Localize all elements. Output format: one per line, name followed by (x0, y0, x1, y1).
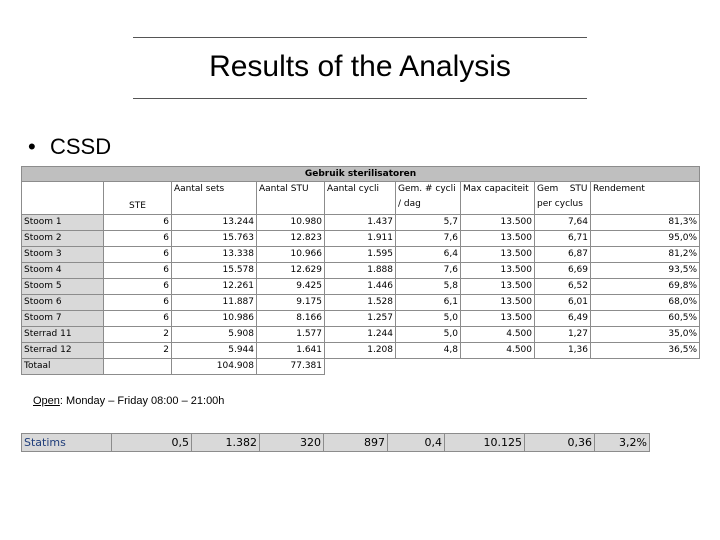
cell-ste: 2 (104, 343, 172, 359)
cell-aantal-stu: 12.823 (257, 231, 325, 247)
statims-value: 10.125 (445, 434, 525, 452)
cell-gem-stu: 6,71 (535, 231, 591, 247)
cell-gem-stu: 1,36 (535, 343, 591, 359)
total-aantal-stu: 77.381 (257, 359, 325, 375)
cell-max-capaciteit: 13.500 (461, 247, 535, 263)
cell-gem-cycli: 5,8 (396, 279, 461, 295)
cell-gem-stu: 6,49 (535, 311, 591, 327)
statims-value: 0,5 (112, 434, 192, 452)
cell-aantal-sets: 5.944 (172, 343, 257, 359)
cell-max-capaciteit: 4.500 (461, 343, 535, 359)
cell-gem-stu: 6,01 (535, 295, 591, 311)
cell-aantal-stu: 1.577 (257, 327, 325, 343)
header-aantal-cycli: Aantal cycli (325, 182, 396, 215)
table-row (22, 231, 700, 247)
row-label: Sterrad 11 (22, 327, 104, 343)
total-blank (104, 359, 172, 375)
cell-max-capaciteit: 13.500 (461, 311, 535, 327)
cell-ste: 6 (104, 263, 172, 279)
statims-value: 1.382 (192, 434, 260, 452)
row-label: Stoom 4 (22, 263, 104, 279)
cell-aantal-sets: 11.887 (172, 295, 257, 311)
header-gem-cycli-line2: / dag (398, 199, 421, 209)
cell-aantal-cycli: 1.888 (325, 263, 396, 279)
cell-gem-cycli: 6,4 (396, 247, 461, 263)
cell-aantal-cycli: 1.595 (325, 247, 396, 263)
row-label: Stoom 1 (22, 215, 104, 231)
bullet-dot: • (28, 134, 36, 159)
header-gem-stu (535, 182, 591, 215)
opening-text: : Monday – Friday 08:00 – 21:00h (59, 395, 225, 407)
statims-value: 3,2% (595, 434, 650, 452)
cell-ste: 6 (104, 295, 172, 311)
statims-value: 897 (324, 434, 388, 452)
cell-aantal-sets: 13.338 (172, 247, 257, 263)
cell-gem-stu: 6,52 (535, 279, 591, 295)
cell-aantal-stu: 1.641 (257, 343, 325, 359)
row-label: Sterrad 12 (22, 343, 104, 359)
cell-aantal-stu: 10.966 (257, 247, 325, 263)
bullet-text: CSSD (50, 134, 112, 159)
cell-max-capaciteit: 4.500 (461, 327, 535, 343)
statims-value: 320 (260, 434, 324, 452)
page-title: Results of the Analysis (209, 50, 511, 83)
cell-rendement: 36,5% (591, 343, 700, 359)
table-row (22, 215, 700, 231)
cell-gem-cycli: 5,7 (396, 215, 461, 231)
cell-aantal-sets: 10.986 (172, 311, 257, 327)
cell-aantal-cycli: 1.528 (325, 295, 396, 311)
bullet-item (28, 134, 111, 160)
statims-value: 0,36 (525, 434, 595, 452)
cell-ste: 6 (104, 279, 172, 295)
table-row (22, 279, 700, 295)
row-label: Stoom 3 (22, 247, 104, 263)
cell-ste: 6 (104, 311, 172, 327)
sterilizer-usage-table (21, 166, 700, 375)
cell-rendement: 93,5% (591, 263, 700, 279)
cell-gem-cycli: 6,1 (396, 295, 461, 311)
cell-aantal-sets: 13.244 (172, 215, 257, 231)
cell-aantal-stu: 12.629 (257, 263, 325, 279)
cell-rendement: 60,5% (591, 311, 700, 327)
cell-gem-cycli: 7,6 (396, 263, 461, 279)
row-label: Stoom 6 (22, 295, 104, 311)
cell-gem-stu: 7,64 (535, 215, 591, 231)
title-rule-bottom (133, 98, 587, 99)
table-row (22, 327, 700, 343)
statims-label: Statims (22, 434, 112, 452)
total-row (22, 359, 700, 375)
table-title: Gebruik sterilisatoren (22, 167, 700, 182)
opening-label: Open (33, 395, 60, 407)
cell-gem-cycli: 5,0 (396, 327, 461, 343)
cell-aantal-sets: 15.763 (172, 231, 257, 247)
cell-aantal-cycli: 1.244 (325, 327, 396, 343)
cell-ste: 6 (104, 215, 172, 231)
header-aantal-sets: Aantal sets (172, 182, 257, 215)
cell-max-capaciteit: 13.500 (461, 231, 535, 247)
cell-ste: 2 (104, 327, 172, 343)
cell-aantal-cycli: 1.208 (325, 343, 396, 359)
cell-max-capaciteit: 13.500 (461, 215, 535, 231)
cell-rendement: 81,3% (591, 215, 700, 231)
cell-gem-stu: 6,87 (535, 247, 591, 263)
cell-aantal-sets: 12.261 (172, 279, 257, 295)
statims-value: 0,4 (388, 434, 445, 452)
cell-aantal-cycli: 1.446 (325, 279, 396, 295)
header-max-capaciteit: Max capaciteit (461, 182, 535, 215)
cell-gem-stu: 6,69 (535, 263, 591, 279)
header-gem-cycli (396, 182, 461, 215)
row-label: Stoom 5 (22, 279, 104, 295)
cell-rendement: 81,2% (591, 247, 700, 263)
header-rendement: Rendement (591, 182, 700, 215)
header-aantal-stu: Aantal STU (257, 182, 325, 215)
cell-gem-stu: 1,27 (535, 327, 591, 343)
table-row (22, 247, 700, 263)
cell-max-capaciteit: 13.500 (461, 295, 535, 311)
statims-table (21, 433, 650, 452)
header-blank (22, 182, 104, 215)
statims-row (22, 434, 650, 452)
cell-rendement: 68,0% (591, 295, 700, 311)
cell-gem-cycli: 5,0 (396, 311, 461, 327)
table-row (22, 263, 700, 279)
cell-max-capaciteit: 13.500 (461, 279, 535, 295)
cell-aantal-stu: 8.166 (257, 311, 325, 327)
opening-hours (33, 395, 224, 407)
header-gem-stu-line1: Gem STU (537, 184, 588, 194)
cell-rendement: 69,8% (591, 279, 700, 295)
table-row (22, 343, 700, 359)
cell-gem-cycli: 4,8 (396, 343, 461, 359)
cell-aantal-sets: 15.578 (172, 263, 257, 279)
total-filler (325, 359, 700, 375)
cell-aantal-stu: 10.980 (257, 215, 325, 231)
cell-max-capaciteit: 13.500 (461, 263, 535, 279)
title-rule-top (133, 37, 587, 38)
row-label: Stoom 2 (22, 231, 104, 247)
cell-aantal-sets: 5.908 (172, 327, 257, 343)
header-ste: STE (104, 182, 172, 215)
cell-aantal-cycli: 1.911 (325, 231, 396, 247)
cell-aantal-cycli: 1.437 (325, 215, 396, 231)
row-label: Stoom 7 (22, 311, 104, 327)
cell-rendement: 95,0% (591, 231, 700, 247)
total-aantal-sets: 104.908 (172, 359, 257, 375)
header-gem-stu-line2: per cyclus (537, 199, 583, 209)
cell-ste: 6 (104, 247, 172, 263)
header-gem-cycli-line1: Gem. # cycli (398, 184, 456, 194)
cell-gem-cycli: 7,6 (396, 231, 461, 247)
cell-aantal-cycli: 1.257 (325, 311, 396, 327)
table-row (22, 311, 700, 327)
cell-rendement: 35,0% (591, 327, 700, 343)
table-row (22, 295, 700, 311)
cell-ste: 6 (104, 231, 172, 247)
cell-aantal-stu: 9.175 (257, 295, 325, 311)
cell-aantal-stu: 9.425 (257, 279, 325, 295)
total-label: Totaal (22, 359, 104, 375)
